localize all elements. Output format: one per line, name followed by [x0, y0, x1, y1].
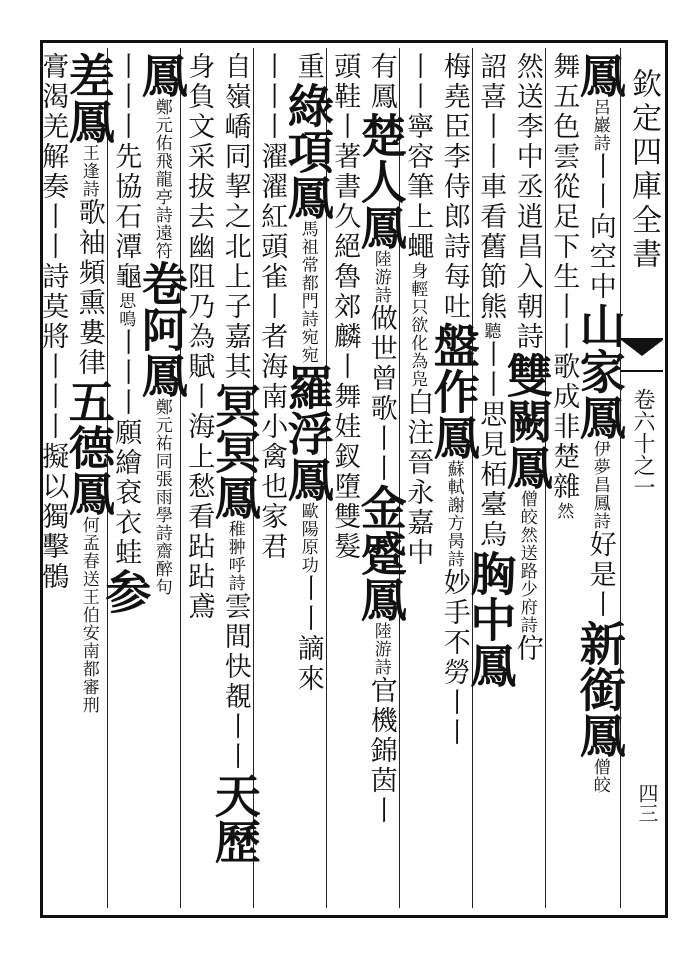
- quote-text: 有鳳: [365, 52, 397, 112]
- source-note: 何孟春送王伯安南都審刑: [78, 516, 99, 714]
- fish-tail-mark-icon: [621, 338, 663, 372]
- entry-heading: 楚人鳳: [353, 112, 408, 250]
- source-note: 鄭元佑飛龍亭詩遠符: [151, 98, 172, 260]
- quote-text: 妙手不勞丨丨: [438, 568, 470, 748]
- source-note: 伊夢昌鳳詩: [589, 440, 610, 530]
- source-note: 然: [553, 502, 574, 520]
- text-column: [28, 52, 77, 912]
- entry-heading: 羅浮鳳: [280, 364, 335, 502]
- entry-heading: 新銜鳳: [572, 620, 627, 758]
- source-note: 思鳴: [115, 292, 136, 328]
- entry-heading: 卷阿鳳: [134, 260, 189, 398]
- entry-heading: 鳳: [572, 52, 627, 98]
- source-note: 蘇軾謝方昺詩: [443, 460, 464, 568]
- quote-text: 丨丨寧容筆上蠅: [402, 52, 434, 262]
- quote-text: 丨舞娃釵墮雙髮: [329, 352, 361, 562]
- source-note: 歐陽原功: [297, 502, 318, 574]
- source-note: 聽: [480, 322, 501, 340]
- quote-text: 丨丨謫來: [292, 574, 324, 694]
- quote-text: 好是丨: [584, 530, 616, 620]
- quote-text: 丨海上愁看跕跕鳶: [183, 382, 215, 622]
- quote-text: 做世曾歌丨丨: [365, 304, 397, 484]
- source-note: 馬祖常都門詩宛宛: [297, 220, 318, 364]
- quote-text: 丨丨丨先協石潭龜: [110, 52, 142, 292]
- source-note: 身輕只欲化為凫: [407, 262, 428, 388]
- quote-text: 身負文采拔去幽阻乃為賦: [183, 52, 215, 382]
- quote-text: 丨丨向空中: [584, 152, 616, 302]
- source-note: 王逢詩: [78, 144, 99, 198]
- quote-text: 自嶺嶠同挈之北上子嘉其: [219, 52, 251, 382]
- entry-heading: 天歷: [207, 772, 262, 864]
- source-note: 陸游詩: [370, 250, 391, 304]
- entry-heading: 金蹙鳳: [353, 484, 408, 622]
- quote-text: 官機錦茵丨: [365, 676, 397, 826]
- entry-heading: 鳳: [134, 52, 189, 98]
- source-note: 鄭元祐同張雨學詩齋醉句: [151, 398, 172, 596]
- quote-text: 然送李中丞逍昌入朝詩: [511, 52, 543, 352]
- source-note: 僧皎然送路少府詩: [516, 490, 537, 634]
- page-number: 四三: [635, 783, 659, 823]
- source-note: 稚翀呼詩: [224, 520, 245, 592]
- quote-text: 梅堯臣李侍郎詩每吐: [438, 52, 470, 322]
- entry-heading: 雙闕鳳: [499, 352, 554, 490]
- quote-text: 膏渴羌解奏丨丨: [37, 52, 69, 262]
- quote-text: 雲間快覩丨丨: [219, 592, 251, 772]
- quote-text: 丨丨歌成非楚雜: [548, 292, 580, 502]
- book-title: 欽定四庫全書: [626, 68, 661, 272]
- volume-label: 卷六十之一: [630, 388, 655, 498]
- entry-heading: 冥冥鳳: [207, 382, 262, 520]
- entry-heading: 胸中鳳: [463, 550, 518, 688]
- quote-text: 丨丨丨願繪袞衣蛙: [110, 328, 142, 568]
- entry-heading: 五德鳳: [61, 378, 116, 516]
- entry-heading: 盤作鳳: [426, 322, 481, 460]
- quote-text: 頭鞋丨著書久絕魯郊麟: [329, 52, 361, 352]
- quote-text: 丨丨思見栢臺烏: [475, 340, 507, 550]
- entry-heading: 綠項鳳: [280, 82, 335, 220]
- quote-text: 詩莫將丨丨丨擬以獨擊鶻: [37, 262, 69, 592]
- page-margin-strip: [620, 48, 663, 908]
- quote-text: 歌袖頻熏婁律: [73, 198, 105, 378]
- entry-heading: 差鳳: [61, 52, 116, 144]
- quote-text: 詔喜丨丨車看舊節熊: [475, 52, 507, 322]
- entry-heading: 山家鳳: [572, 302, 627, 440]
- quote-text: 丨丨丨濯濯紅頭雀: [256, 52, 288, 292]
- source-note: 呂巖詩: [589, 98, 610, 152]
- quote-text: 舞五色雲從足下生: [548, 52, 580, 292]
- quote-text: 佇: [511, 634, 543, 664]
- quote-text: 白注晉永嘉中: [402, 388, 434, 568]
- quote-text: 重: [292, 52, 324, 82]
- quote-text: 丨者海南小禽也家君: [256, 292, 288, 562]
- entry-heading: 参: [98, 568, 153, 614]
- source-note: 僧皎: [589, 758, 610, 794]
- source-note: 陸游詩: [370, 622, 391, 676]
